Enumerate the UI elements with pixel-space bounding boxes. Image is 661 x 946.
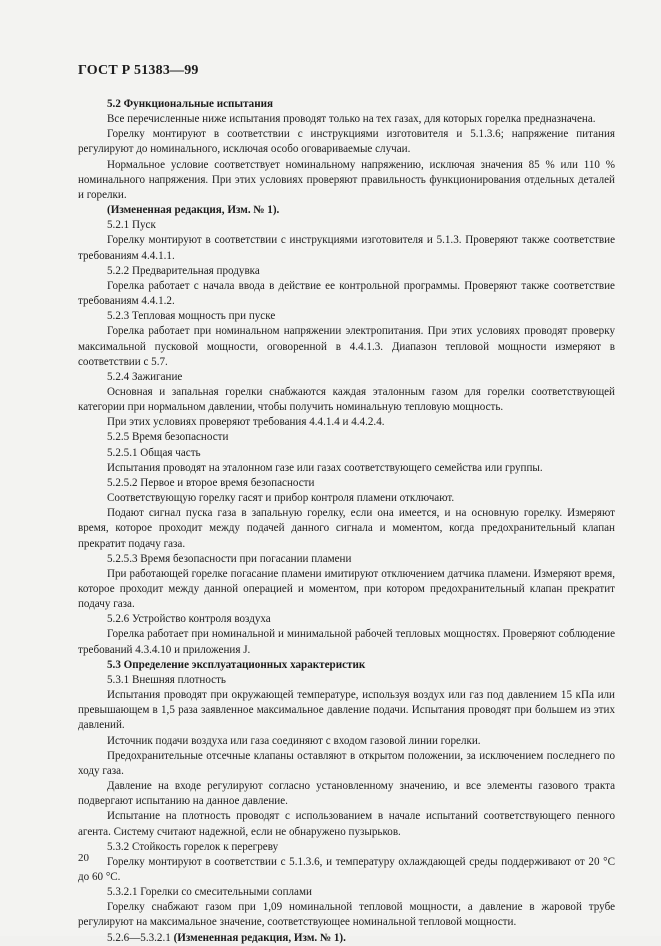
- subsection-heading: 5.2.1 Пуск: [107, 219, 156, 232]
- document-header: ГОСТ Р 51383—99: [78, 63, 199, 78]
- section-heading: 5.3 Определение эксплуатационных характеристик: [107, 658, 366, 671]
- page-number: 20: [78, 852, 89, 864]
- paragraph: Подают сигнал пуска газа в запальную горелку, если она имеется, и на основную горелку. Измеряют время, которое проходит между подачей данного сигнала и моментом, когда предохранительный клапан прекратит подачу газа.: [78, 507, 615, 550]
- subsection-heading: 5.3.2 Стойкость горелок к перегреву: [107, 840, 279, 853]
- subsection-heading: 5.3.2.1 Горелки со смесительными соплами: [107, 886, 312, 899]
- paragraph: Горелка работает с начала ввода в действие ее контрольной программы. Проверяют также соответствие требованиям 4.4.1.2.: [78, 279, 615, 308]
- paragraph: Горелку монтируют в соответствии с инструкциями изготовителя и 5.1.3. Проверяют также соответствие требованиям 4.4.1.1.: [78, 234, 615, 262]
- paragraph: Горелку монтируют в соответствии с 5.1.3.6, и температуру охлаждающей среды поддерживают от 20 °С до 60 °С.: [78, 855, 615, 883]
- subsection-heading: 5.2.5.3 Время безопасности при погасании пламени: [107, 552, 352, 565]
- paragraph: Источник подачи воздуха или газа соединяют с входом газовой линии горелки.: [107, 734, 481, 747]
- amendment-note: [78, 931, 615, 946]
- subsection-heading: 5.2.5.1 Общая часть: [107, 446, 201, 459]
- paragraph: При этих условиях проверяют требования 4.4.1.4 и 4.4.2.4.: [107, 416, 385, 429]
- paragraph: Испытание на плотность проводят с использованием в начале испытаний соответствующего пенного агента. Систему считают надежной, если не обнаружено пузырьков.: [78, 810, 615, 838]
- paragraph: Горелку снабжают газом при 1,09 номинальной тепловой мощности, а давление в жаровой трубе регулируют на максимальное значение, соответствующее номинальной тепловой мощности.: [78, 901, 615, 929]
- paragraph: Давление на входе регулируют согласно установленному значению, и все элементы газового тракта подвергают испытанию на данное давление.: [78, 780, 615, 808]
- text-blocks: [78, 97, 615, 931]
- document-body: [78, 97, 615, 946]
- paragraph: Основная и запальная горелки снабжаются каждая эталонным газом для горелки соответствующей категории при нормальном давлении, чтобы получить номинальную тепловую мощность.: [78, 385, 615, 414]
- section-heading: (Измененная редакция, Изм. № 1).: [107, 204, 280, 217]
- subsection-heading: 5.2.4 Зажигание: [107, 370, 183, 383]
- paragraph: Соответствующую горелку гасят и прибор контроля пламени отключают.: [107, 492, 455, 505]
- amendment-note-bold: (Измененная редакция, Изм. № 1).: [173, 931, 346, 944]
- paragraph: Нормальное условие соответствует номинальному напряжению, исключая значения 85 % или 110 % номинального напряжения. При этих условиях проверяют правильность функционирования отдельных деталей и горелки.: [78, 158, 615, 201]
- paragraph: Горелка работает при номинальном напряжении электропитания. При этих условиях проводят проверку максимальной пусковой мощности, оговоренной в 4.4.1.3. Диапазон тепловой мощности измеряют в соответствии с 5.7.: [78, 325, 615, 368]
- subsection-heading: 5.3.1 Внешняя плотность: [107, 673, 226, 686]
- subsection-heading: 5.2.3 Тепловая мощность при пуске: [107, 310, 276, 323]
- paragraph: При работающей горелке погасание пламени имитируют отключением датчика пламени. Измеряют время, которое проходит между данной операцией и моментом, при котором предохранительный клапан прекратит подачу газа.: [78, 567, 615, 611]
- amendment-note-prefix: 5.2.6—5.3.2.1: [107, 931, 174, 944]
- paragraph: Испытания проводят при окружающей температуре, используя воздух или газ под давлением 15 кПа или превышающем в 1,5 раза заявленное максимальное давление подачи. Испытания проводят при большем из этих давлений.: [78, 689, 615, 732]
- subsection-heading: 5.2.5 Время безопасности: [107, 431, 229, 444]
- subsection-heading: 5.2.6 Устройство контроля воздуха: [107, 613, 271, 626]
- paragraph: Испытания проводят на эталонном газе или газах соответствующего семейства или группы.: [107, 461, 543, 474]
- subsection-heading: 5.2.2 Предварительная продувка: [107, 264, 260, 277]
- subsection-heading: 5.2.5.2 Первое и второе время безопасности: [107, 476, 315, 489]
- section-heading: 5.2 Функциональные испытания: [107, 98, 273, 110]
- paragraph: Предохранительные отсечные клапаны оставляют в открытом положении, за исключением последнего по ходу газа.: [78, 749, 615, 777]
- paragraph: Все перечисленные ниже испытания проводят только на тех газах, для которых горелка предназначена.: [107, 113, 596, 126]
- paragraph: Горелка работает при номинальной и минимальной рабочей тепловых мощностях. Проверяют соблюдение требований 4.3.4.10 и приложения J.: [78, 628, 615, 656]
- paragraph: Горелку монтируют в соответствии с инструкциями изготовителя и 5.1.3.6; напряжение питания регулируют до номинального, исключая особо оговариваемые случаи.: [78, 128, 615, 156]
